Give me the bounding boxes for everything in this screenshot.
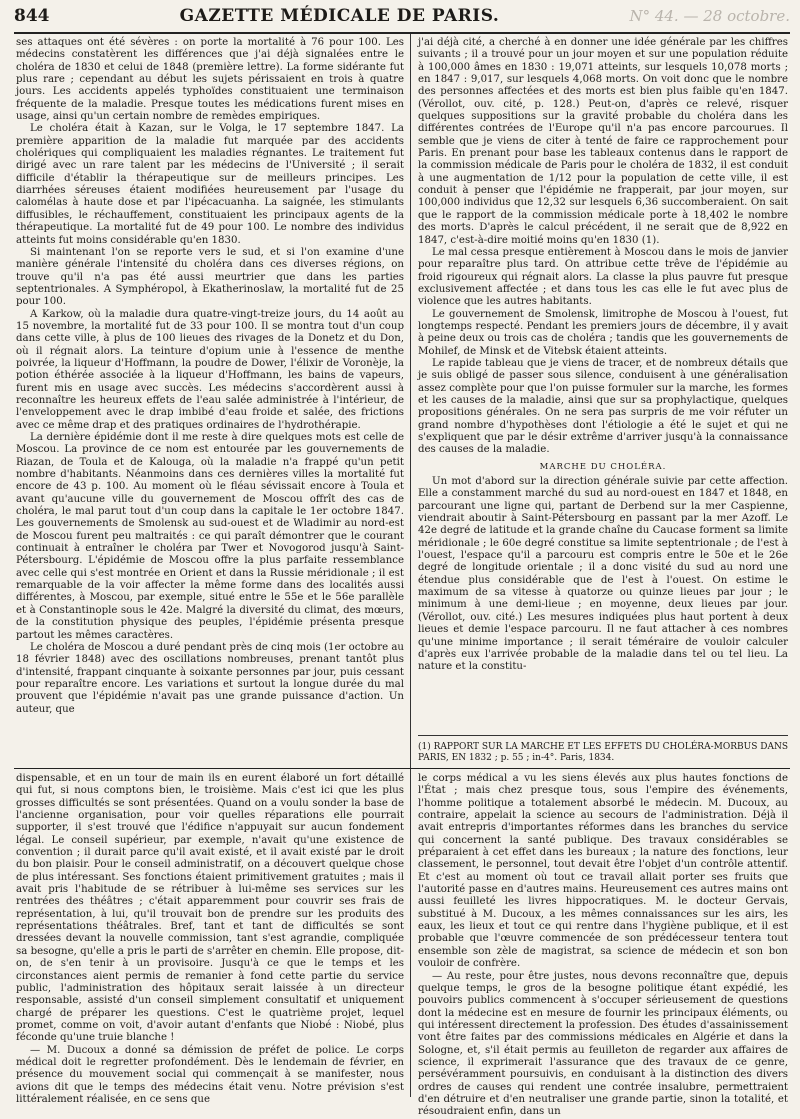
paragraph: La dernière épidémie dont il me reste à dire quelques mots est celle de Moscou. La province de ce nom est entourée par les gouvernements de Riazan, de Toula et de Kalouga, où la maladie n'a frappé qu'un petit nombre d'habitants. Néanmoins dans ces dernières villes la mortalité fut encore de 43 p. 100. Au moment où le fléau sévissait encore à Toula et avant qu'aucune ville du gouvernement de Moscou offrît des cas de choléra, le mal parut tout d'un coup dans la capitale le 1er octobre 1847. Les gouvernements de Smolensk au sud-ouest et de Wladimir au nord-est de Moscou furent peu maltraités : ce qui paraît démontrer que le courant continuait à entraîner le choléra par Twer et Novogorod jusqu'à Saint-Pétersbourg. L'épidémie de Moscou offre la plus parfaite ressemblance avec celle qui s'est montrée en Orient et dans la Russie méridionale ; il est remarquable de la voir affecter la même forme dans des localités aussi différentes, à Moscou, par exemple, situé entre le 55e et le 56e parallèle et à Constantinople sous le 42e. Malgré la diversité du climat, des mœurs, de la constitution physique des peuples, l'épidémie présenta presque partout les mêmes caractères. (16, 432, 404, 641)
section-heading: MARCHE DU CHOLÉRA. (539, 461, 667, 472)
page-header (14, 6, 790, 34)
paragraph: Le choléra était à Kazan, sur le Volga, le 17 septembre 1847. La première apparition de la maladie fut marquée par des accidents cholériques qui compliquaient les maladies régnantes. Le traitement fut dirigé avec un rare talent par les médecins de l'Université ; il serait difficile d'établir la thérapeutique sur de meilleurs principes. Les diarrhées séreuses étaient modifiées heureusement par l'usage du calomélas à haute dose et par l'ipécacuanha. La saignée, les stimulants diffusibles, le réchauffement, constituaient les principaux agents de la thérapeutique. La mortalité fut de 49 pour 100. Le nombre des individus atteints fut moins considérable qu'en 1830. (16, 123, 404, 246)
paragraph: ses attaques ont été sévères : on porte la mortalité à 76 pour 100. Les médecins constatèrent les différences que j'ai déjà signalées entre le choléra de 1830 et celui de 1848 (première lettre). La forme sidérante fut plus rare ; cependant au début les sujets périssaient en trois à quatre jours. Les accidents appelés typhoïdes constituaient une terminaison fréquente de la maladie. Presque toutes les médications furent mises en usage, ainsi qu'un certain nombre de remèdes empiriques. (16, 37, 404, 123)
paragraph: — Au reste, pour être justes, nous devons reconnaître que, depuis quelque temps, le gros de la besogne politique étant expédié, les pouvoirs publics commencent à s'occuper sérieusement de questions dont la médecine est en mesure de fournir les principaux éléments, ou qui intéressent directement la profession. Des études d'assainissement vont être faites par des commissions médicales en Algérie et dans la Sologne, et, s'il était permis au feuilleton de regarder aux affaires de science, il exprimerait l'assurance que des travaux de ce genre, persévéramment poursuivis, en conduisant à la distinction des divers ordres de causes qui rendent une contrée insalubre, permettraient d'en détruire et d'en neutraliser une grande partie, sinon la totalité, et résoudraient enfin, dans un (418, 970, 788, 1118)
article-left-column (14, 34, 411, 768)
page-number: 844 (14, 6, 50, 26)
feuilleton-section (14, 769, 790, 1118)
paragraph: le corps médical a vu les siens élevés aux plus hautes fonctions de l'État ; mais chez presque tous, sous l'empire des événements, l'homme politique a totalement absorbé le médecin. M. Ducoux, au contraire, appelait la science au secours de l'administration. Déjà il avait entrepris d'importantes réformes dans les branches du service qui concernent la santé publique. Des travaux considérables se préparaient à cet effet dans les bureaux ; la nature des fonctions, leur classement, le personnel, tout devait être l'objet d'un contrôle attentif. Et c'est au moment où tout ce travail allait porter ses fruits que l'autorité passe en d'autres mains. Heureusement ces autres mains ont aussi feuilleté les livres hippocratiques. M. le docteur Gervais, substitué à M. Ducoux, a les mêmes connaissances sur les airs, les eaux, les lieux et tout ce qui rentre dans l'hygiène publique, et il est probable que l'œuvre commencée de son prédécesseur tentera tout ensemble son zèle de magistrat, sa science de médecin et son bon vouloir de confrère. (418, 773, 788, 970)
paragraph: — M. Ducoux a donné sa démission de préfet de police. Le corps médical doit le regretter profondément. Dès le lendemain de février, en présence du mouvement social qui commençait à se manifester, nous avions dit que le temps des médecins était venu. Notre prévision s'est littéralement réalisée, en ce sens que (16, 1044, 404, 1105)
article-section (14, 34, 790, 769)
journal-title: GAZETTE MÉDICALE DE PARIS. (179, 6, 500, 26)
paragraph: Le mal cessa presque entièrement à Moscou dans le mois de janvier pour reparaître plus tard. On attribue cette trêve de l'épidémie au froid rigoureux qui régnait alors. La classe la plus pauvre fut presque exclusivement affectée ; et dans tous les cas elle le fut avec plus de violence que les autres habitants. (418, 246, 788, 308)
paragraph: dispensable, et en un tour de main ils en eurent élaboré un fort détaillé qui fut, si nous comptons bien, le troisième. Mais c'est ici que les plus grosses difficultés se sont présentées. Quand on a voulu sonder la base de l'ancienne organisation, pour voir quelles réparations elle pourrait supporter, il s'est trouvé que l'édifice n'appuyait sur aucun fondement légal. Le conseil supérieur, par exemple, n'avait qu'une existence de convention ; il durait parce qu'il avait existé, et il avait existé par le droit du bon plaisir. Pour le conseil administratif, on a découvert quelque chose de plus intéressant. Ses fonctions étaient primitivement gratuites ; mais il avait pris l'habitude de se rétribuer à lui-même ses services sur les rentrées des théâtres ; c'était apparemment pour couvrir ses frais de représentation, à lui, qu'il trouvait bon de prendre sur les produits des représentations théâtrales. Bref, tant et tant de difficultés se sont dressées devant la nouvelle commission, tant s'est agrandie, compliquée sa besogne, qu'elle a pris le parti de s'arrêter en chemin. Elle propose, dit-on, de s'en tenir à un provisoire. Jusqu'à ce que le temps et les circonstances aient permis de remanier à fond cette partie du service public, l'administration des hôpitaux serait laissée à un directeur responsable, assisté d'un conseil simplement consultatif et uniquement chargé de préparer les questions. C'est le quatrième projet, lequel promet, comme on voit, d'avoir autant d'enfants que Niobé : Niobé, plus féconde qu'une truie blanche ! (16, 773, 404, 1044)
paragraph: j'ai déjà cité, a cherché à en donner une idée générale par les chiffres suivants ; il a trouvé pour un jour moyen et sur une population réduite à 100,000 âmes en 1830 : 19,071 atteints, sur lesquels 10,078 morts ; en 1847 : 9,017, sur lesquels 4,068 morts. On voit donc que le nombre des personnes affectées et des morts est bien plus faible qu'en 1847. (Vérollot, ouv. cité, p. 128.) Peut-on, d'après ce relevé, risquer quelques suppositions sur la gravité probable du choléra dans les différentes contrées de l'Europe qu'il n'a pas encore parcourues. Il semble que je viens de citer à tenté de faire ce rapprochement pour Paris. En prenant pour base les tableaux contenus dans le rapport de la commission médicale de Paris pour le choléra de 1832, il est conduit à une augmentation de 1/12 pour la population de cette ville, il est conduit à penser que l'épidémie ne frapperait, par jour moyen, sur 100,000 individus que 12,32 sur lesquels 6,36 succomberaient. On sait que le rapport de la commission médicale porte à 18,402 le nombre des morts. D'après le calcul précédent, il ne serait que de 8,922 en 1847, c'est-à-dire moitié moins qu'en 1830 (1). (418, 37, 788, 246)
paragraph: Le rapide tableau que je viens de tracer, et de nombreux détails que je suis obligé de passer sous silence, conduisent à une généralisation assez complète pour que l'on puisse formuler sur la marche, les formes et les causes de la maladie, ainsi que sur sa prophylactique, quelques propositions générales. On ne sera pas surpris de me voir réfuter un grand nombre d'hypothèses dont l'étiologie a été le sujet et qui ne s'expliquent que par le désir extrême d'arriver jusqu'à la connaissance des causes de la maladie. (418, 357, 788, 456)
feuilleton-left-column (14, 769, 411, 1105)
footnote: (1) RAPPORT SUR LA MARCHE ET LES EFFETS DU CHOLÉRA-MORBUS DANS PARIS, EN 1832 ; p. 55 ; in-4°. Paris, 1834. (418, 735, 788, 768)
feuilleton-right-column (411, 769, 790, 1118)
paragraph: Si maintenant l'on se reporte vers le sud, et si l'on examine d'une manière générale l'intensité du choléra dans ces diverses régions, on trouve qu'il n'a pas été aussi meurtrier que dans les parties septentrionales. A Symphéropol, à Ekatherinoslaw, la mortalité fut de 25 pour 100. (16, 246, 404, 308)
article-right-column (411, 34, 790, 768)
paragraph: A Karkow, où la maladie dura quatre-vingt-treize jours, du 14 août au 15 novembre, la mortalité fut de 33 pour 100. Il se montra tout d'un coup dans cette ville, à plus de 100 lieues des rivages de la Donetz et du Don, où il régnait alors. La teinture d'opium unie à l'essence de menthe poivrée, la liqueur d'Hoffmann, la poudre de Dower, l'élixir de Voronèje, la potion éthérée associée à la liqueur d'Hoffmann, les bains de vapeurs, furent mis en usage avec succès. Les médecins s'accordèrent aussi à reconnaître les heureux effets de l'eau salée administrée à l'intérieur, de l'enveloppement avec le drap imbibé d'eau froide et salée, des frictions avec ce même drap et des pratiques ordinaires de l'hydrothérapie. (16, 308, 404, 431)
paragraph: Le gouvernement de Smolensk, limitrophe de Moscou à l'ouest, fut longtemps respecté. Pendant les premiers jours de décembre, il y avait à peine deux ou trois cas de choléra ; tandis que les gouvernements de Mohilef, de Minsk et de Vitebsk étaient atteints. (418, 308, 788, 357)
bleed-through-date: N° 44. — 28 octobre. (629, 7, 790, 25)
paragraph: Un mot d'abord sur la direction générale suivie par cette affection. Elle a constamment marché du sud au nord-ouest en 1847 et 1848, en parcourant une ligne qui, partant de Derbend sur la mer Caspienne, viendrait aboutir à Saint-Pétersbourg en passant par la mer Azoff. Le 42e degré de latitude et la grande chaîne du Caucase forment sa limite méridionale ; le 60e degré constitue sa limite septentrionale ; de l'est à l'ouest, l'espace qu'il a parcouru est compris entre le 50e et le 26e degré de longitude orientale ; il a donc visité du sud au nord une étendue plus considérable que de l'est à l'ouest. On estime le maximum de sa vitesse à quatorze ou quinze lieues par jour ; le minimum à une demi-lieue ; en moyenne, deux lieues par jour. (Vérollot, ouv. cité.) Les mesures indiquées plus haut portent à deux lieues et demie l'espace parcouru. Il ne faut attacher à ces nombres qu'une minime importance ; il serait téméraire de vouloir calculer d'après eux l'arrivée probable de la maladie dans tel ou tel lieu. La nature et la constitu- (418, 476, 788, 673)
paragraph: Le choléra de Moscou a duré pendant près de cinq mois (1er octobre au 18 février 1848) avec des oscillations nombreuses, prenant tantôt plus d'intensité, frappant cinquante à soixante personnes par jour, puis cessant pour reparaître encore. Les variations et surtout la longue durée du mal prouvent que l'épidémie n'avait pas une grande puissance d'action. Un auteur, que (16, 641, 404, 715)
